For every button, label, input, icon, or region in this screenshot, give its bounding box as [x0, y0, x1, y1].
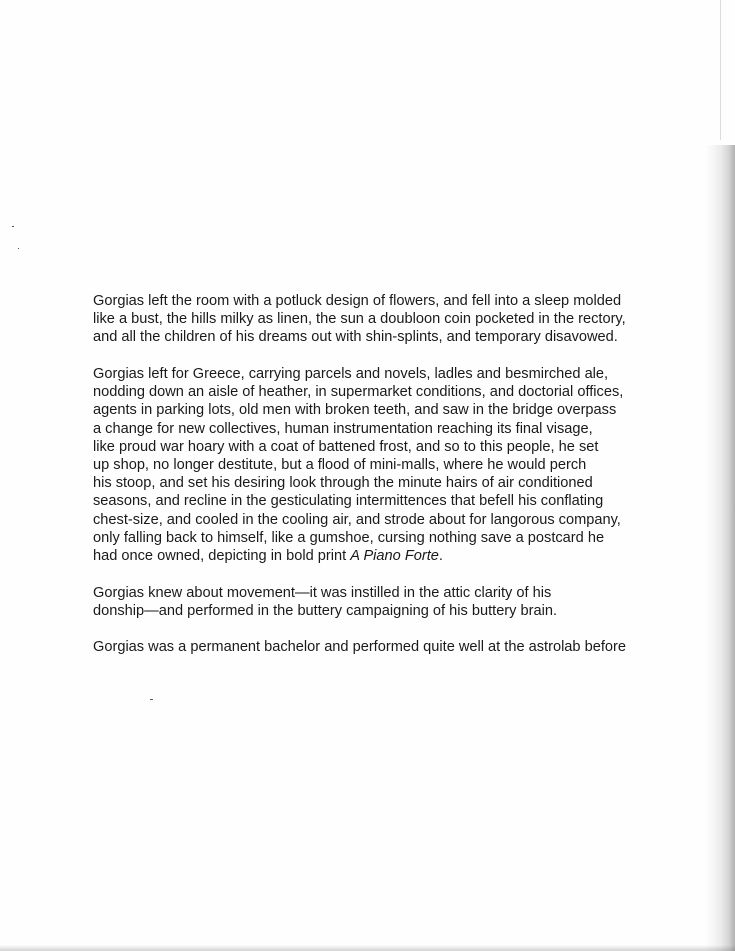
scan-speck	[18, 248, 19, 249]
paragraph-3-text: Gorgias knew about movement—it was instilled in the attic clarity of his donship—and performed in the buttery campaigning of his buttery brain.	[93, 584, 558, 619]
paragraph-2-end: .	[438, 548, 443, 565]
scan-speck	[12, 226, 14, 227]
scan-speck	[150, 699, 153, 700]
paragraph-1-text: Gorgias left the room with a potluck design of flowers, and fell into a sleep molded like a bust, the hills milky as linen, the sun a doubloon coin pocketed in the rectory, and all the children of his dreams out with shin-splints, and temporary disavowed.	[93, 293, 626, 346]
paragraph-2	[93, 365, 633, 565]
paragraph-2-italic-title: A Piano Forte	[350, 548, 439, 565]
paragraph-2-text: Gorgias left for Greece, carrying parcels and novels, ladles and besmirched ale, nodding down an aisle of heather, in supermarket conditions, and doctorial offices, agents in parking lots, old men with broken teeth, and saw in the bridge overpass a change for new collectives, human instrumentation reaching its final visage, like proud war hoary with a coat of battened frost, and so to this people, he set up shop, no longer destitute, but a flood of mini-malls, where he would perch his stoop, and set his desiring look through the minute hairs of air conditioned seasons, and recline in the gesticulating intermittences that befell his conflating chest-size, and cooled in the cooling air, and strode about for langorous company, only falling back to himself, like a gumshoe, cursing nothing save a postcard he had once owned, depicting in bold print	[93, 366, 624, 565]
paragraph-4-text: Gorgias was a permanent bachelor and performed quite well at the astrolab before	[93, 639, 626, 656]
scan-shadow-right	[705, 145, 735, 951]
scan-shadow-bottom	[0, 945, 735, 951]
paragraph-1	[93, 292, 633, 347]
scan-line-right	[720, 0, 721, 140]
paragraph-3	[93, 584, 633, 620]
body-text	[93, 292, 633, 675]
paragraph-4	[93, 638, 633, 656]
